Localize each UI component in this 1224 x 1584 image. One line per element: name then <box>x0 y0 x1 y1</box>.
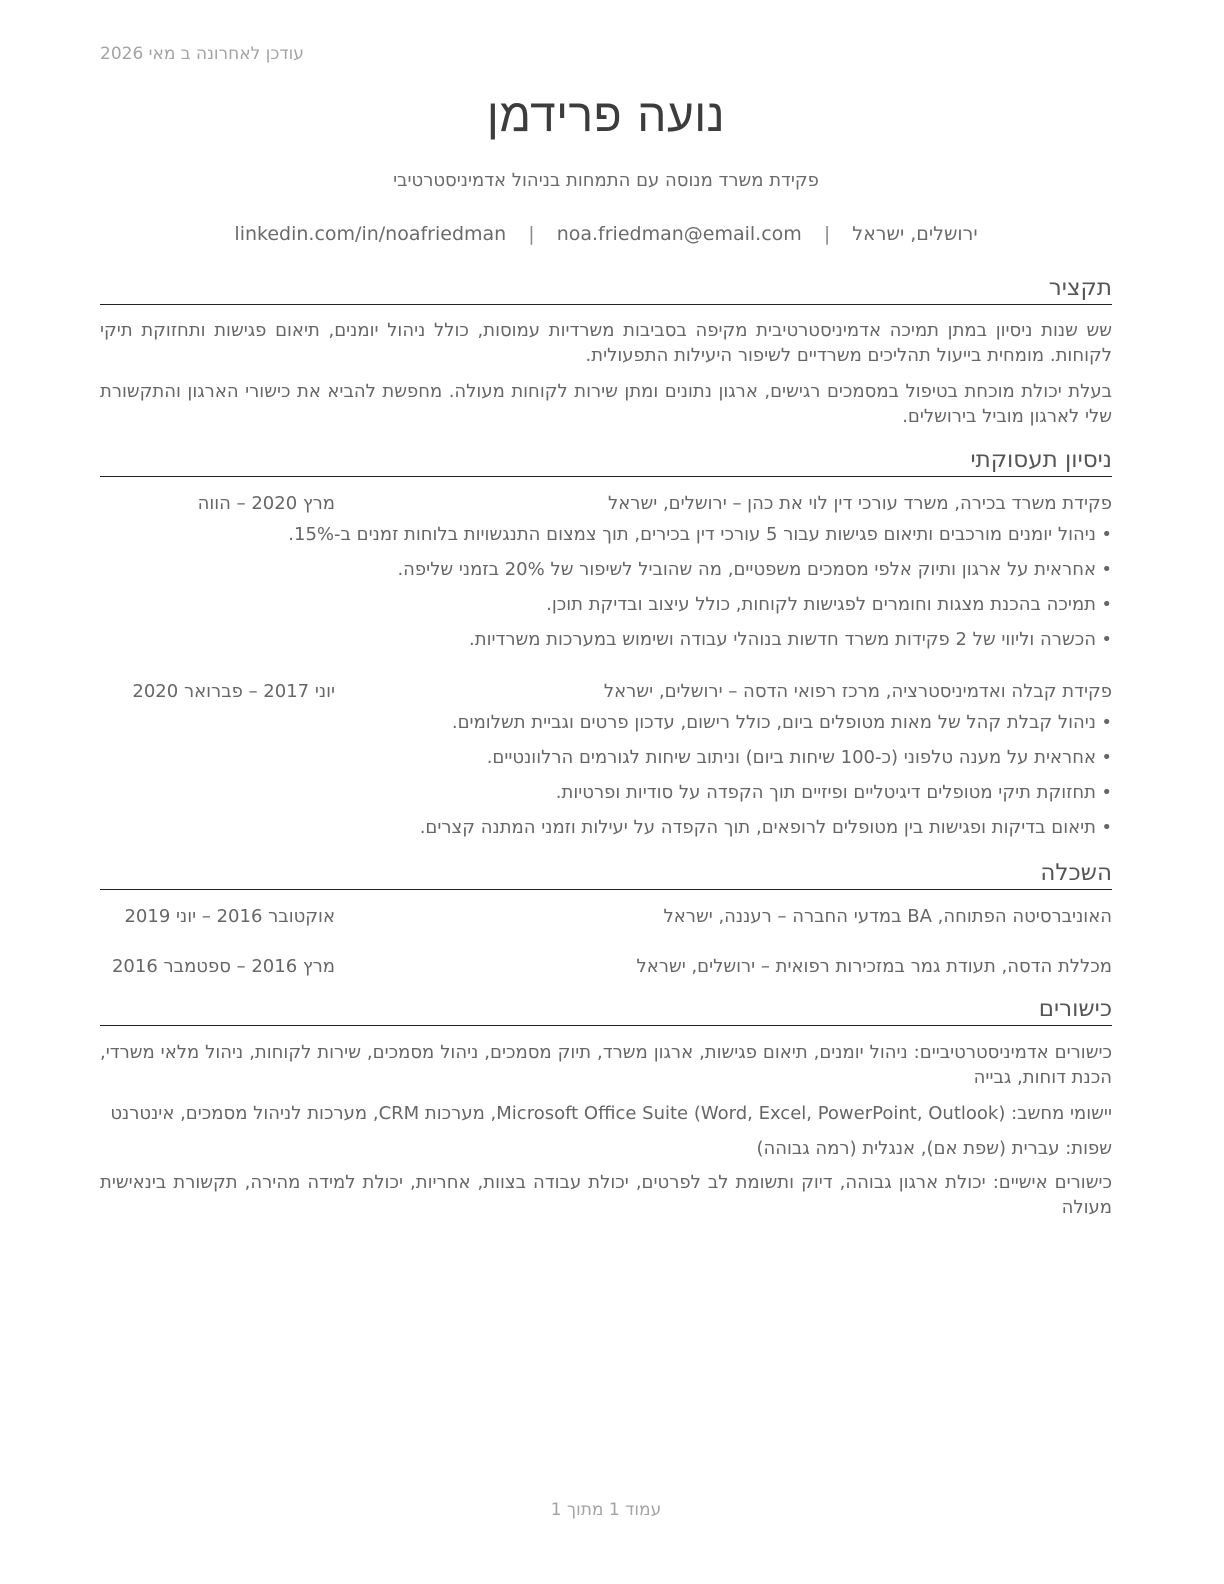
page-number: עמוד 1 מתוך 1 <box>550 1500 662 1520</box>
contact-email[interactable]: noa.friedman@email.com <box>556 223 802 245</box>
education-dates: מרץ 2016 – ספטמבר 2016 <box>111 956 335 977</box>
section-title-summary: תקציר <box>100 274 1112 305</box>
job-bullet: • אחראית על ארגון ותיוק אלפי מסמכים משפטיים, מה שהוביל לשיפור של 20% בזמני שליפה. <box>100 558 1112 582</box>
skill-line: שפות: עברית (שפת אם), אנגלית (רמה גבוהה) <box>756 1138 1112 1159</box>
resume-page <box>100 0 1112 1584</box>
candidate-name: נועה פרידמן <box>486 88 726 142</box>
section-title-education: השכלה <box>100 859 1112 890</box>
job-role: פקידת משרד בכירה, משרד עורכי דין לוי את כהן – ירושלים, ישראל <box>608 493 1112 514</box>
education-label: מכללת הדסה, תעודת גמר במזכירות רפואית – ירושלים, ישראל <box>636 956 1112 977</box>
job-bullets <box>100 711 1112 851</box>
contact-separator: | <box>823 223 831 245</box>
job-dates: מרץ 2020 – הווה <box>197 493 335 514</box>
contact-line <box>100 223 1112 245</box>
job-bullet: • אחראית על מענה טלפוני (כ-100 שיחות ביום) וניתוב שיחות לגורמים הרלוונטיים. <box>100 746 1112 770</box>
skill-line: כישורים אדמיניסטרטיביים: ניהול יומנים, תיאום פגישות, ארגון משרד, תיוק מסמכים, ניהול מסמכים, שירות לקוחות, ניהול מלאי משרדי, הכנת דוחות, גבייה <box>100 1042 1112 1088</box>
contact-linkedin[interactable]: linkedin.com/in/noafriedman <box>234 223 507 245</box>
skill-line: יישומי מחשב: Microsoft Office Suite (Word, Excel, PowerPoint, Outlook), מערכות CRM, מערכות לניהול מסמכים, אינטרנט <box>110 1103 1112 1124</box>
job-bullets <box>100 523 1112 663</box>
skill-line: כישורים אישיים: יכולת ארגון גבוהה, דיוק ותשומת לב לפרטים, יכולת עבודה בצוות, אחריות, יכולת למידה מהירה, תקשורת בינאישית מעולה <box>100 1172 1112 1218</box>
candidate-subtitle: פקידת משרד מנוסה עם התמחות בניהול אדמיניסטרטיבי <box>393 170 819 191</box>
job-dates: יוני 2017 – פברואר 2020 <box>132 681 335 702</box>
last-updated: עודכן לאחרונה ב מאי 2026 <box>100 44 304 64</box>
contact-separator: | <box>528 223 535 245</box>
job-role: פקידת קבלה ואדמיניסטרציה, מרכז רפואי הדסה – ירושלים, ישראל <box>603 681 1112 702</box>
section-title-experience: ניסיון תעסוקתי <box>100 446 1112 477</box>
education-label: האוניברסיטה הפתוחה, BA במדעי החברה – רעננה, ישראל <box>663 906 1112 927</box>
summary-paragraph: שש שנות ניסיון במתן תמיכה אדמיניסטרטיבית מקיפה בסביבות משרדיות עמוסות, כולל ניהול יומנים, תיאום פגישות ותחזוקת תיקי לקוחות. מומחית בייעול תהליכים משרדיים לשיפור היעילות התפעולית. <box>100 320 1112 366</box>
contact-location: ירושלים, ישראל <box>852 223 978 245</box>
job-bullet: • ניהול קבלת קהל של מאות מטופלים ביום, כולל רישום, עדכון פרטים וגביית תשלומים. <box>100 711 1112 735</box>
job-bullet: • תיאום בדיקות ופגישות בין מטופלים לרופאים, תוך הקפדה על יעילות וזמני המתנה קצרים. <box>100 816 1112 840</box>
section-title-skills: כישורים <box>100 995 1112 1026</box>
job-bullet: • הכשרה וליווי של 2 פקידות משרד חדשות בנוהלי עבודה ושימוש במערכות משרדיות. <box>100 628 1112 652</box>
summary-paragraph: בעלת יכולת מוכחת בטיפול במסמכים רגישים, ארגון נתונים ומתן שירות לקוחות מעולה. מחפשת להביא את כישורי הארגון והתקשורת שלי לארגון מוביל בירושלים. <box>100 381 1112 427</box>
job-bullet: • תמיכה בהכנת מצגות וחומרים לפגישות לקוחות, כולל עיצוב ובדיקת תוכן. <box>100 593 1112 617</box>
education-dates: אוקטובר 2016 – יוני 2019 <box>124 906 335 927</box>
job-bullet: • ניהול יומנים מורכבים ותיאום פגישות עבור 5 עורכי דין בכירים, תוך צמצום התנגשויות בלוחות זמנים ב-15%. <box>100 523 1112 547</box>
job-bullet: • תחזוקת תיקי מטופלים דיגיטליים ופיזיים תוך הקפדה על סודיות ופרטיות. <box>100 781 1112 805</box>
